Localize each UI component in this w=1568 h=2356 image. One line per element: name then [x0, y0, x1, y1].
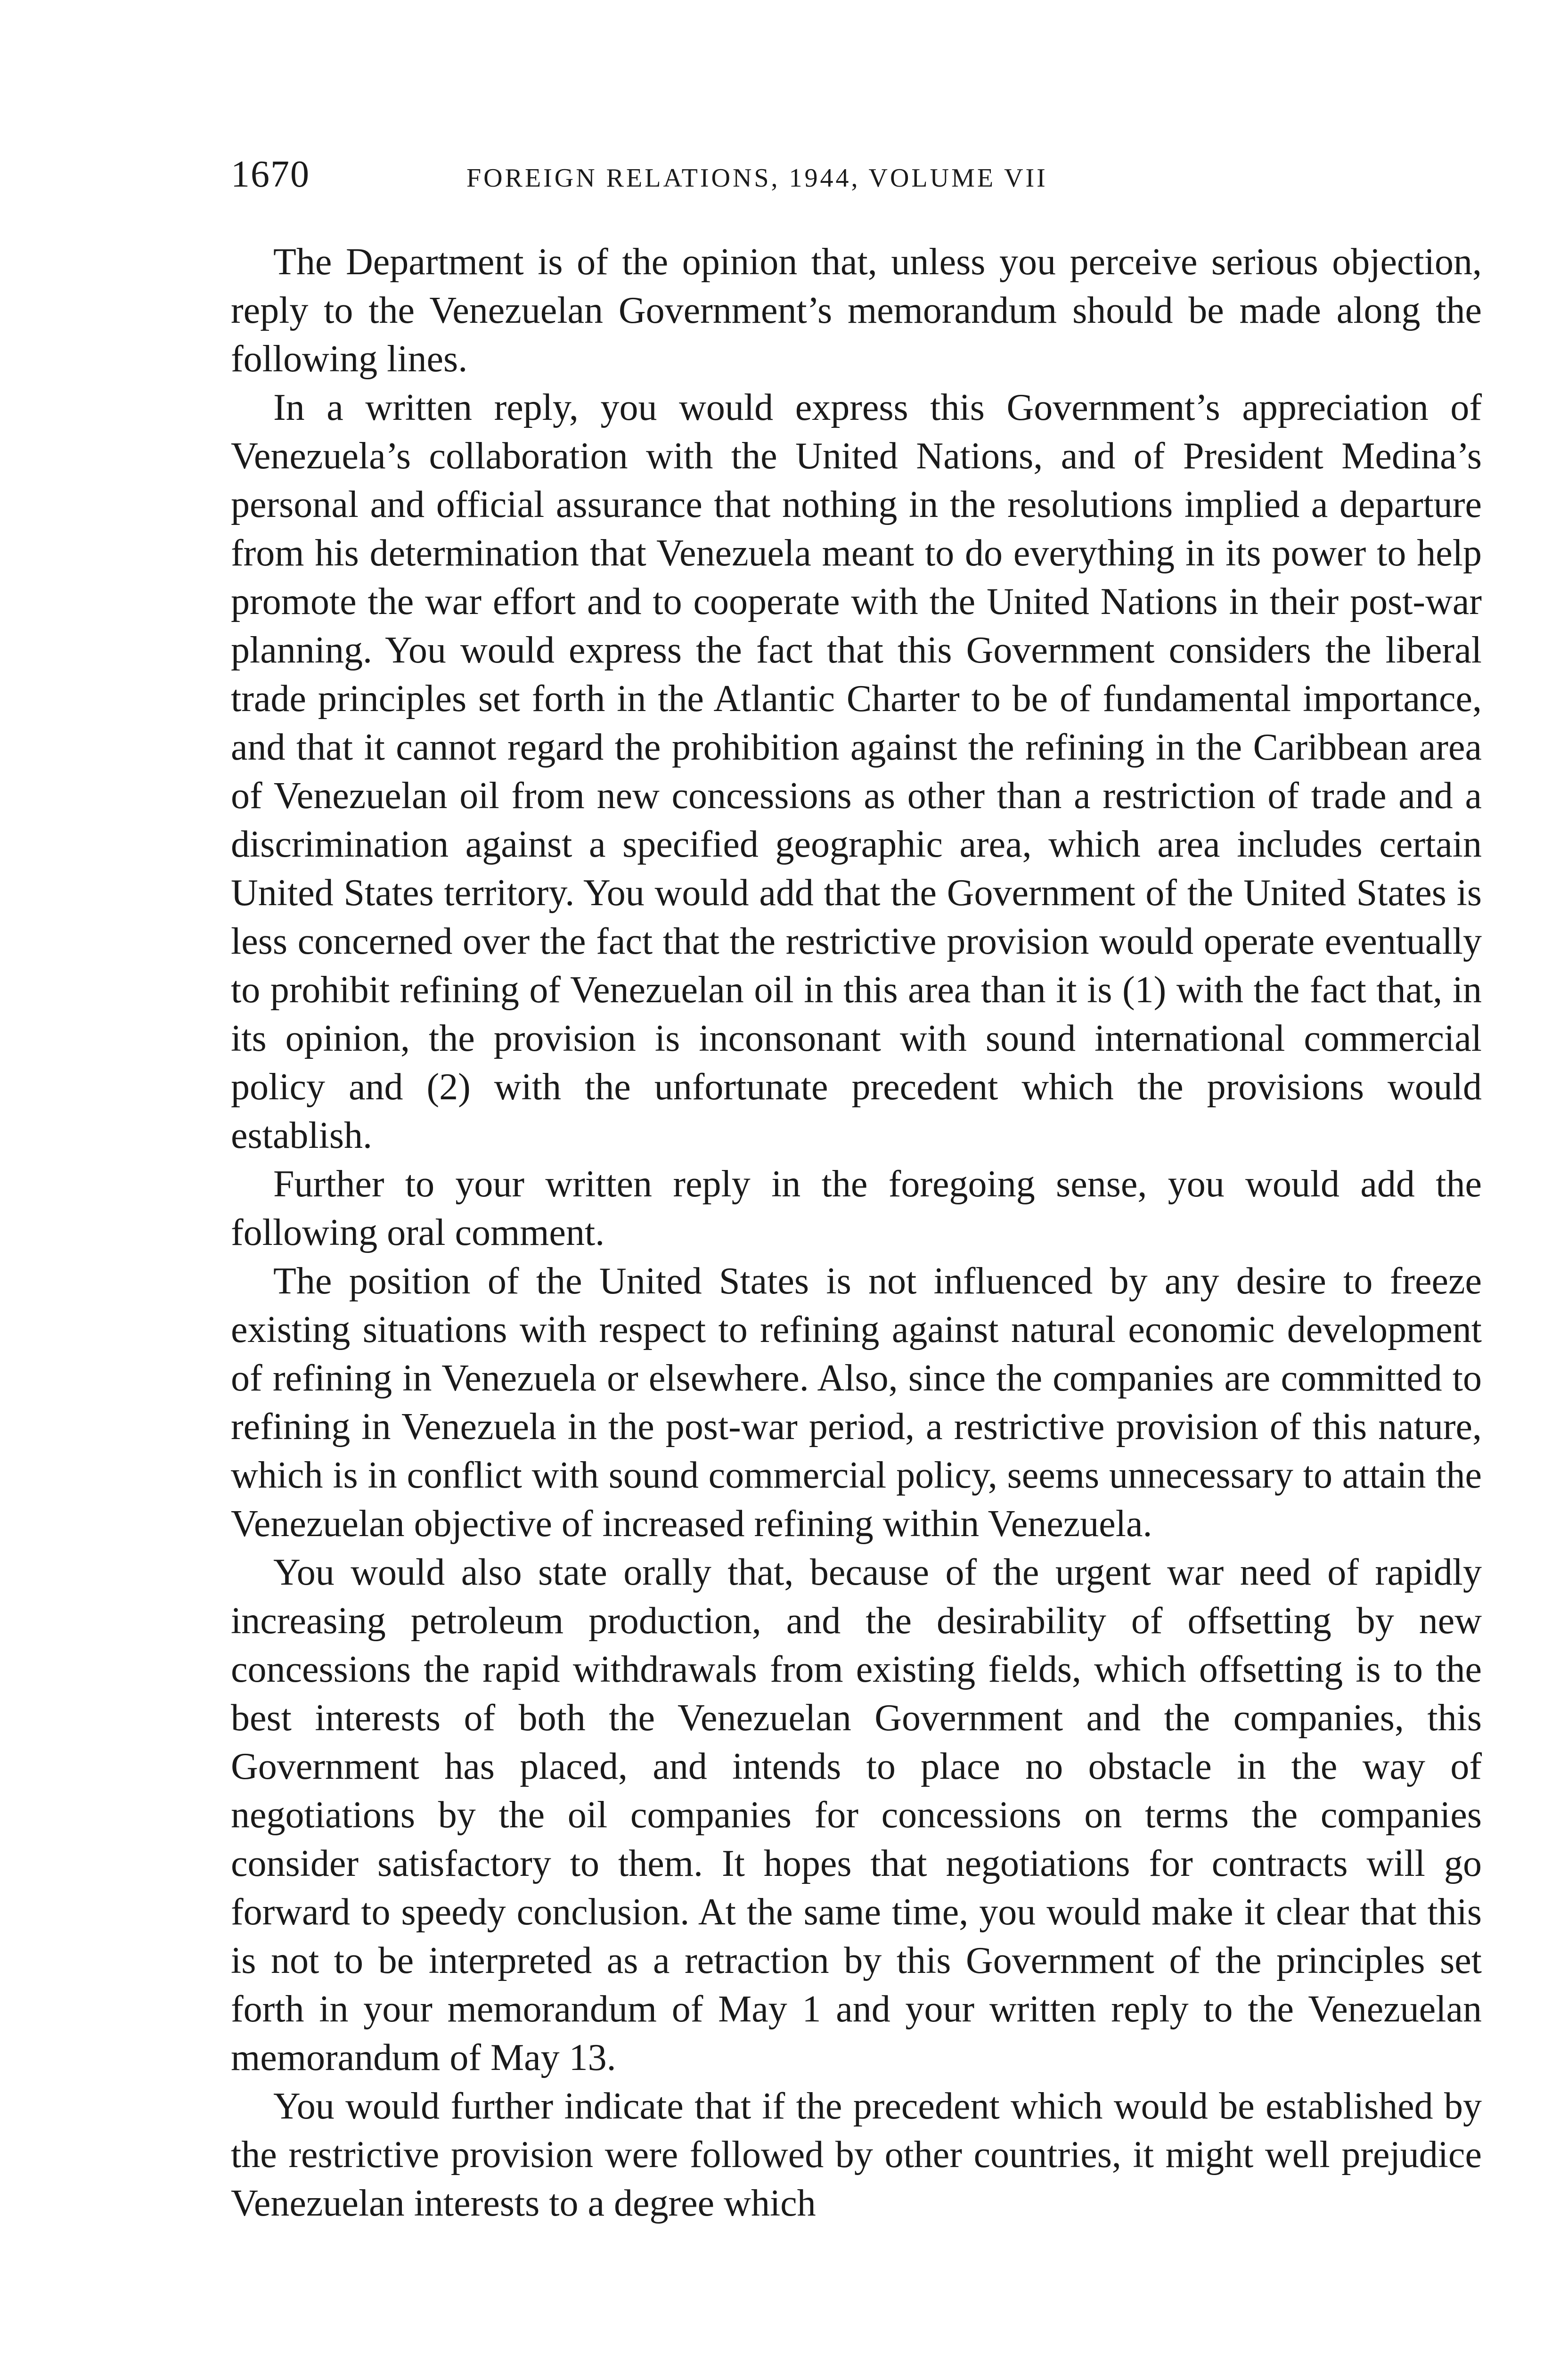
paragraph-3: Further to your written reply in the foregoing sense, you would add the following oral comment.: [231, 1163, 1482, 1253]
paragraph-2: In a written reply, you would express this Government’s appreciation of Venezuela’s collaboration with the United Nations, and of President Medina’s personal and official assurance that nothing in the resolutions implied a departure from his determination that Venezuela meant to do everything in its power to help promote the war effort and to cooperate with the United Nations in their post-war planning. You would express the fact that this Government considers the liberal trade principles set forth in the Atlantic Charter to be of fundamental importance, and that it cannot regard the prohibition against the refining in the Caribbean area of Venezuelan oil from new concessions as other than a restriction of trade and a discrimination against a specified geographic area, which area includes certain United States territory. You would add that the Government of the United States is less concerned over the fact that the restrictive provision would operate eventually to prohibit refining of Venezuelan oil in this area than it is (1) with the fact that, in its opinion, the provision is inconsonant with sound international commercial policy and (2) with the unfortunate precedent which the provisions would establish.: [231, 387, 1482, 1156]
running-head: [231, 148, 1484, 200]
paragraph-5: You would also state orally that, because of the urgent war need of rapidly increasing petroleum production, and the desirability of offsetting by new concessions the rapid withdrawals from existing fields, which offsetting is to the best interests of both the Venezuelan Government and the companies, this Government has placed, and intends to place no obstacle in the way of negotiations by the oil companies for concessions on terms the companies consider satisfactory to them. It hopes that negotiations for contracts will go forward to speedy conclusion. At the same time, you would make it clear that this is not to be interpreted as a retraction by this Government of the principles set forth in your memorandum of May 1 and your written reply to the Venezuelan memorandum of May 13.: [231, 1552, 1482, 2078]
paragraph-4: The position of the United States is not influenced by any desire to freeze existing situations with respect to refining against natural economic development of refining in Venezuela or elsewhere. Also, since the companies are committed to refining in Venezuela in the post-war period, a restrictive provision of this nature, which is in conflict with sound commercial policy, seems unnecessary to attain the Venezuelan objective of increased refining within Venezuela.: [231, 1260, 1482, 1545]
page-number: 1670: [231, 154, 310, 195]
paragraph-1: The Department is of the opinion that, unless you perceive serious objection, reply to the Venezuelan Government’s memorandum should be made along the following lines.: [231, 241, 1482, 380]
body-text: [231, 238, 1482, 2228]
paragraph-6: You would further indicate that if the precedent which would be established by the restrictive provision were followed by other countries, it might well prejudice Venezuelan interests to a degree which: [231, 2086, 1482, 2224]
running-head-title: FOREIGN RELATIONS, 1944, VOLUME VII: [466, 164, 1048, 193]
